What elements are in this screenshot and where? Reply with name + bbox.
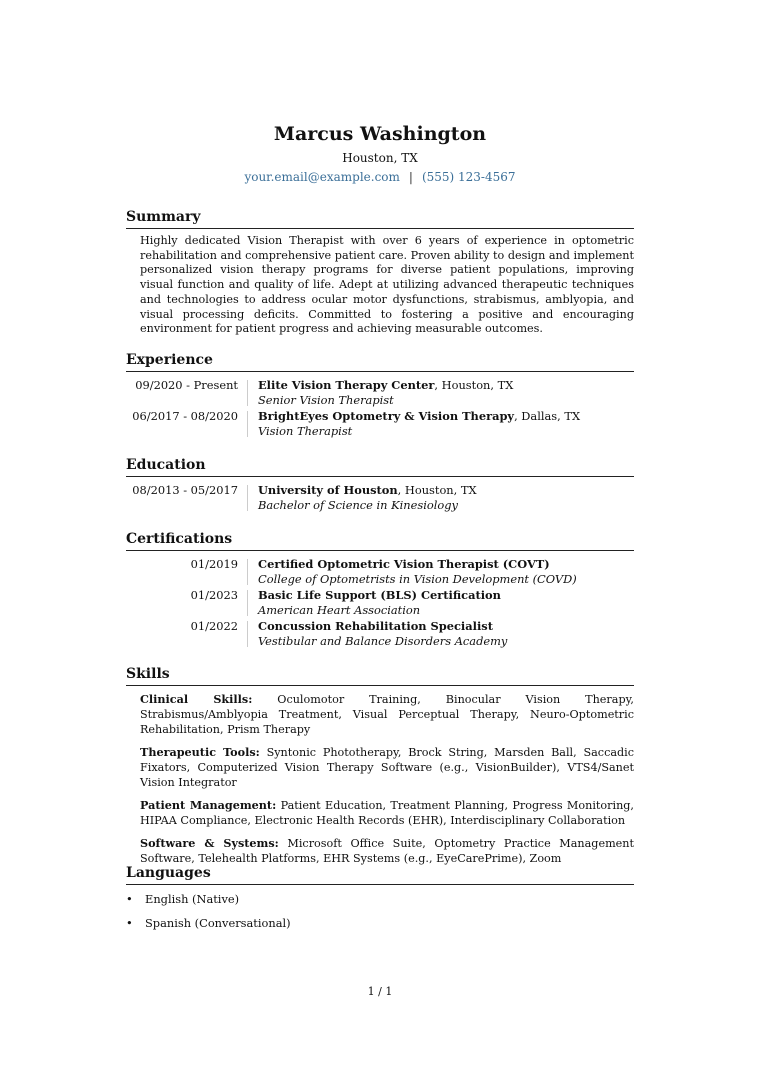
phone-link[interactable]: (555) 123-4567	[421, 170, 516, 184]
certification-entry	[126, 557, 634, 588]
entry-place: , Houston, TX	[397, 483, 477, 497]
section-title: Education	[126, 456, 634, 477]
entry-divider	[247, 621, 248, 647]
language-item	[126, 916, 634, 940]
skill-label: Clinical Skills:	[140, 692, 253, 706]
skill-list: Syntonic Phototherapy, Brock String, Marsden Ball, Saccadic Fixators, Computerized Vision Therapy Software (e.g., VisionBuilder), VTS4/Sanet Vision Integrator	[140, 746, 635, 789]
section-title: Languages	[126, 864, 634, 885]
entry-divider	[247, 411, 248, 437]
skill-label: Therapeutic Tools:	[140, 745, 260, 759]
summary-text: Highly dedicated Vision Therapist with over 6 years of experience in optometric rehabilitation and comprehensive patient care. Proven ability to design and implement personalized vision therapy programs for diverse patient populations, improving visual function and quality of life. Adept at utilizing advanced therapeutic techniques and technologies to address ocular motor dysfunctions, strabismus, amblyopia, and visual processing deficits. Committed to fostering a positive and encouraging environment for patient progress and achieving measurable outcomes.	[140, 234, 634, 336]
language-text: Spanish (Conversational)	[145, 916, 291, 930]
entry-date: 01/2022	[190, 619, 238, 633]
experience-section	[126, 351, 634, 440]
entry-role: Senior Vision Therapist	[258, 393, 394, 407]
entry-divider	[247, 590, 248, 616]
candidate-name: Marcus Washington	[273, 123, 487, 145]
entry-organization: BrightEyes Optometry & Vision Therapy	[258, 409, 515, 423]
skill-group	[140, 836, 634, 866]
summary-section	[126, 208, 634, 337]
contact-separator: |	[408, 170, 413, 184]
languages-section	[126, 864, 634, 940]
skill-group	[140, 692, 634, 737]
language-item	[126, 892, 634, 916]
certifications-section	[126, 530, 634, 650]
resume-header	[0, 122, 760, 185]
contact-line	[0, 169, 760, 185]
section-title: Experience	[126, 351, 634, 372]
bullet-icon: •	[126, 892, 133, 906]
entry-divider	[247, 380, 248, 406]
page-number: 1 / 1	[367, 985, 393, 998]
entry-role: Vision Therapist	[258, 424, 353, 438]
skill-list: Microsoft Office Suite, Optometry Practice Management Software, Telehealth Platforms, EHR Systems (e.g., EyeCarePrime), Zoom	[140, 837, 635, 865]
entry-role: American Heart Association	[258, 603, 421, 617]
section-title: Skills	[126, 665, 634, 686]
entry-divider	[247, 485, 248, 511]
entry-organization: Certified Optometric Vision Therapist (COVT)	[258, 557, 550, 571]
section-title: Summary	[126, 208, 634, 229]
skill-list: Oculomotor Training, Binocular Vision Therapy, Strabismus/Amblyopia Treatment, Visual Perceptual Therapy, Neuro-Optometric Rehabilitation, Prism Therapy	[140, 693, 634, 736]
skill-label: Patient Management:	[140, 798, 277, 812]
language-text: English (Native)	[145, 892, 240, 906]
entry-divider	[247, 559, 248, 585]
experience-entry	[126, 378, 634, 409]
email-link[interactable]: your.email@example.com	[244, 170, 400, 184]
skill-list: Patient Education, Treatment Planning, Progress Monitoring, HIPAA Compliance, Electronic Health Records (EHR), Interdisciplinary Collaboration	[140, 799, 634, 827]
skills-section	[126, 665, 634, 874]
experience-entry	[126, 409, 634, 440]
section-title: Certifications	[126, 530, 634, 551]
entry-date: 01/2019	[190, 557, 238, 571]
education-section	[126, 456, 634, 514]
certification-entry	[126, 588, 634, 619]
education-entry	[126, 483, 634, 514]
entry-organization: Elite Vision Therapy Center	[258, 378, 435, 392]
skill-label: Software & Systems:	[140, 836, 279, 850]
entry-date: 08/2013 - 05/2017	[132, 483, 238, 497]
entry-role: College of Optometrists in Vision Development (COVD)	[258, 572, 577, 586]
entry-organization: Basic Life Support (BLS) Certification	[258, 588, 501, 602]
skill-group	[140, 798, 634, 828]
entry-date: 01/2023	[190, 588, 238, 602]
candidate-location: Houston, TX	[342, 151, 418, 165]
entry-place: , Dallas, TX	[514, 409, 581, 423]
skill-group	[140, 745, 634, 790]
certification-entry	[126, 619, 634, 650]
entry-role: Bachelor of Science in Kinesiology	[258, 498, 458, 512]
bullet-icon: •	[126, 916, 133, 930]
entry-organization: University of Houston	[258, 483, 398, 497]
entry-date: 06/2017 - 08/2020	[132, 409, 238, 423]
entry-date: 09/2020 - Present	[135, 378, 238, 392]
entry-organization: Concussion Rehabilitation Specialist	[258, 619, 493, 633]
entry-role: Vestibular and Balance Disorders Academy	[258, 634, 508, 648]
entry-place: , Houston, TX	[434, 378, 514, 392]
